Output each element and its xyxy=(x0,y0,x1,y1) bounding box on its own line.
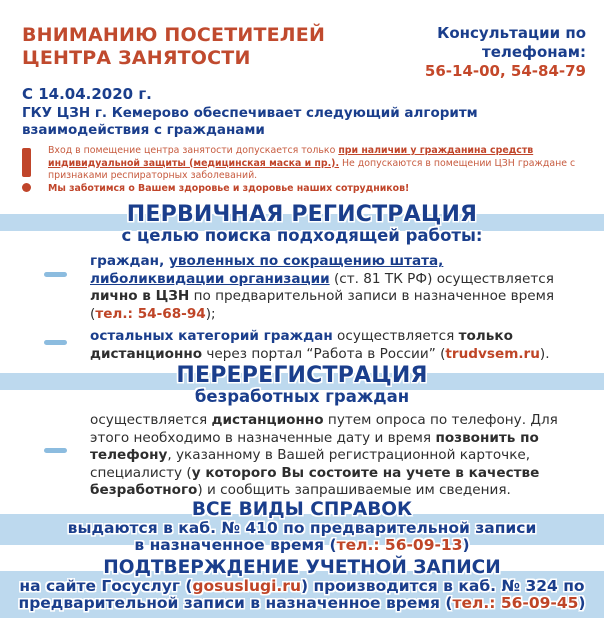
account-line1 xyxy=(0,578,604,595)
reregistration-paragraph xyxy=(0,412,604,500)
warning-segment: Вход в помещение центра занятости допускается только xyxy=(48,145,339,156)
para-segment: ) и сообщить запрашиваемые им сведения. xyxy=(197,482,511,499)
org-description-line1: ГКУ ЦЗН г. Кемерово обеспечивает следующий алгоритм xyxy=(22,105,478,121)
bullet-item-laid-off xyxy=(0,253,604,323)
consultation-block xyxy=(425,24,586,81)
bullet-dash-icon xyxy=(44,272,67,277)
section-title-account-confirmation: ПОДТВЕРЖДЕНИЕ УЧЕТНОЙ ЗАПИСИ xyxy=(103,556,501,578)
phone-number: тел.: 56-09-45 xyxy=(452,593,579,612)
para-segment: , указанному в Вашей регистрационной карточке, специалисту ( xyxy=(90,447,531,481)
bullet-dash-icon xyxy=(44,448,67,453)
para-segment: осуществляется xyxy=(90,412,212,429)
account-line2-text: предварительной записи в назначенное время ( xyxy=(18,593,453,612)
bullet-segment-underlined: уволенных по сокращению штата, либоликвидации организации xyxy=(90,253,444,287)
trudvsem-link: trudvsem.ru xyxy=(445,345,540,362)
section-title-primary-registration: ПЕРВИЧНАЯ РЕГИСТРАЦИЯ xyxy=(126,202,478,228)
page-title-line2: ЦЕНТРА ЗАНЯТОСТИ xyxy=(22,47,251,69)
section-title-certificates: ВСЕ ВИДЫ СПРАВОК xyxy=(191,498,413,520)
certificates-line2-text: в назначенное время ( xyxy=(134,535,337,554)
certificates-line2 xyxy=(0,537,604,554)
bullet-segment: через портал “Работа в России” ( xyxy=(202,345,446,362)
org-description xyxy=(22,105,604,138)
bullet-segment: граждан, xyxy=(90,253,169,270)
bullet-item-other-categories xyxy=(0,328,604,363)
consultation-label-line2: телефонам: xyxy=(482,43,586,61)
account-line1-text: на сайте Госуслуг ( xyxy=(19,576,193,595)
bullet-segment: ); xyxy=(205,305,216,322)
bullet-dash-icon xyxy=(44,340,67,345)
para-segment: путем опроса по телефону. Для этого необходимо в назначенные дату и время xyxy=(90,412,558,446)
section-primary-registration xyxy=(0,203,604,245)
bullet-segment: ). xyxy=(539,345,550,362)
warning-text xyxy=(48,145,600,195)
gosuslugi-link: gosuslugi.ru xyxy=(192,576,301,595)
bullet-segment-bold: только дистанционно xyxy=(90,328,513,362)
account-line2 xyxy=(0,595,604,612)
warning-segment-emph: при наличии у гражданина средств индивидуальной защиты (медицинская маска и пр.). xyxy=(48,145,534,169)
para-segment-bold: дистанционно xyxy=(211,412,324,429)
header xyxy=(0,24,604,81)
section-subtitle-primary: с целью поиска подходящей работы: xyxy=(121,226,483,246)
consultation-phones: 56-14-00, 54-84-79 xyxy=(424,62,586,80)
warning-segment: Не допускаются в помещении ЦЗН граждане с признаками респираторных заболеваний. xyxy=(48,157,576,182)
bullet-segment: осуществляется xyxy=(332,328,459,345)
section-account-confirmation xyxy=(0,558,604,612)
section-subtitle-reregistration: безработных граждан xyxy=(194,387,410,407)
page-title xyxy=(22,24,325,70)
certificates-line1: выдаются в каб. № 410 по предварительной записи xyxy=(67,518,537,537)
warning-care-line: Мы заботимся о Вашем здоровье и здоровье наших сотрудников! xyxy=(48,182,410,194)
consultation-label-line1: Консультации по xyxy=(437,24,586,42)
bullet-segment: остальных категорий граждан xyxy=(90,328,333,345)
bullet-segment-bold: лично в ЦЗН xyxy=(90,288,190,305)
phone-number: тел.: 54-68-94 xyxy=(95,305,206,322)
bullet-segment: по предварительной записи в назначенное время ( xyxy=(90,288,555,322)
section-title-reregistration: ПЕРЕРЕГИСТРАЦИЯ xyxy=(176,363,428,389)
para-segment-bold: позвонить по телефону xyxy=(90,429,539,464)
certificates-line2-text: ) xyxy=(462,535,470,554)
effective-date: С 14.04.2020 г. xyxy=(22,85,152,103)
phone-number: тел.: 56-09-13 xyxy=(336,535,463,554)
section-certificates xyxy=(0,500,604,554)
account-line1-text: ) производится в каб. № 324 по xyxy=(300,576,585,595)
exclamation-icon xyxy=(22,145,48,195)
warning xyxy=(0,145,604,195)
account-line2-text: ) xyxy=(578,593,586,612)
page-title-line1: ВНИМАНИЮ ПОСЕТИТЕЛЕЙ xyxy=(22,24,326,46)
org-description-line2: взаимодействия с гражданами xyxy=(22,121,265,138)
bullet-segment: (ст. 81 ТК РФ) осуществляется xyxy=(329,270,554,287)
para-segment-bold: у которого Вы состоите на учете в качестве безработного xyxy=(90,464,540,499)
section-reregistration xyxy=(0,364,604,406)
